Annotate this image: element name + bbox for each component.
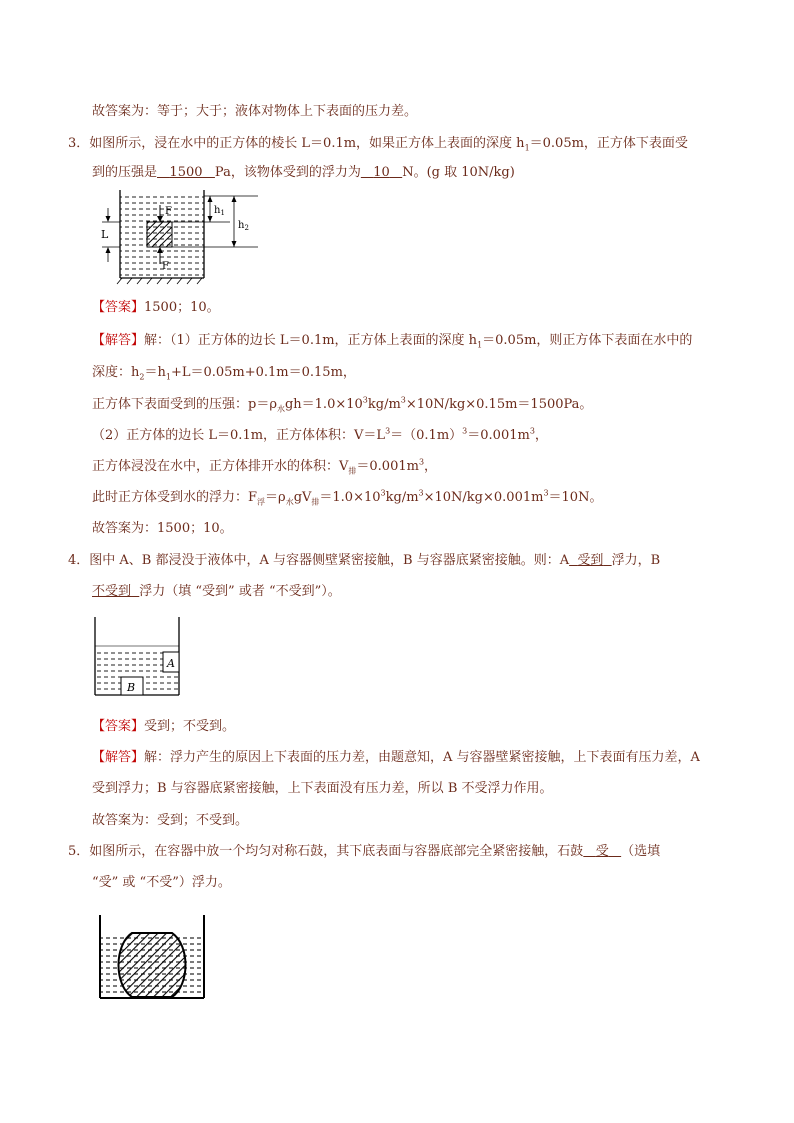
q3-stem-line2: 到的压强是 1500 Pa，该物体受到的浮力为 10 N。(g 取 10N/kg) [92,165,515,180]
q3-fig-F-top: F [165,206,172,217]
q3-solution-line6: 此时正方体受到水的浮力：$F_浮=\rho_水gV_排=1.0\times 10^3kg/m^3\times 10N/kg\times 0.001m^3=10N$。 [92,488,603,507]
q5-stem-line2: “受” 或 “不受”）浮力。 [92,875,231,890]
q3-blank1: 1500 [169,165,203,180]
q3-fig-h1: $h_1$ [214,205,225,217]
q5-blank: 受 [595,844,609,859]
q4-solution-line1: 【解答】解：浮力产生的原因上下表面的压力差，由题意知，A 与容器壁紧密接触，上下表面有压力差，A [92,750,700,765]
q3-blank2: 10 [373,165,390,180]
q3-solution-line2: 深度：$h_2=h_1+L=0.05m+0.1m=0.15m$， [92,365,356,382]
q3-answer: 【答案】1500；10。 [92,300,220,315]
q5-drum-figure [92,905,212,1005]
q3-solution-line1: 【解答】解：（1）正方体的边长 L＝0.1m，正方体上表面的深度 $h_1=0.05m$，则正方体下表面在水中的 [92,333,693,350]
q4-blank1: 受到 [577,553,604,568]
q5-stem-line1: 5．如图所示，在容器中放一个均匀对称石鼓，其下底表面与容器底部完全紧密接触，石鼓 受 （选填 [68,844,661,859]
q3-solution-line4: （2）正方体的边长 L＝0.1m，正方体体积：$V=L^3=(0.1m)^3=0.001m^3$， [92,426,548,443]
q2-final-answer: 故答案为：等于；大于；液体对物体上下表面的压力差。 [92,104,418,119]
q4-answer: 【答案】受到；不受到。 [92,719,236,734]
q3-cube-figure [90,188,290,288]
q3-fig-L: L [101,228,109,241]
q3-final-answer: 故答案为：1500；10。 [92,521,233,536]
q4-solution-line2: 受到浮力；B 与容器底紧密接触，上下表面没有压力差，所以 B 不受浮力作用。 [92,781,553,796]
q4-blank2: 不受到 [92,584,132,599]
q4-stem-line1: 4．图中 A、B 都浸没于液体中，A 与容器侧壁紧密接触，B 与容器底紧密接触。则：A 受到 浮力，B [68,553,661,568]
q4-container-figure [90,614,190,698]
q3-solution-line5: 正方体浸没在水中，正方体排开水的体积：$V_排=0.001m^3$， [92,457,438,476]
q3-fig-F-bottom: F [162,261,169,272]
q4-final-answer: 故答案为：受到；不受到。 [92,813,249,828]
q3-solution-line3: 正方体下表面受到的压强：$p=\rho_水gh=1.0\times 10^3kg/m^3\times 10N/kg\times 0.15m=1500Pa$。 [92,395,593,414]
q4-stem-line2: 不受到 浮力（填 “受到” 或者 “不受到”）。 [92,584,341,599]
q3-fig-h2: $h_2$ [238,220,249,232]
q4-fig-B: B [127,681,136,694]
q3-stem-line1: 3．如图所示，浸在水中的正方体的棱长 L＝0.1m，如果正方体上表面的深度 $h_1=0.05m$，正方体下表面受 [68,136,688,153]
q4-fig-A: A [167,657,175,670]
